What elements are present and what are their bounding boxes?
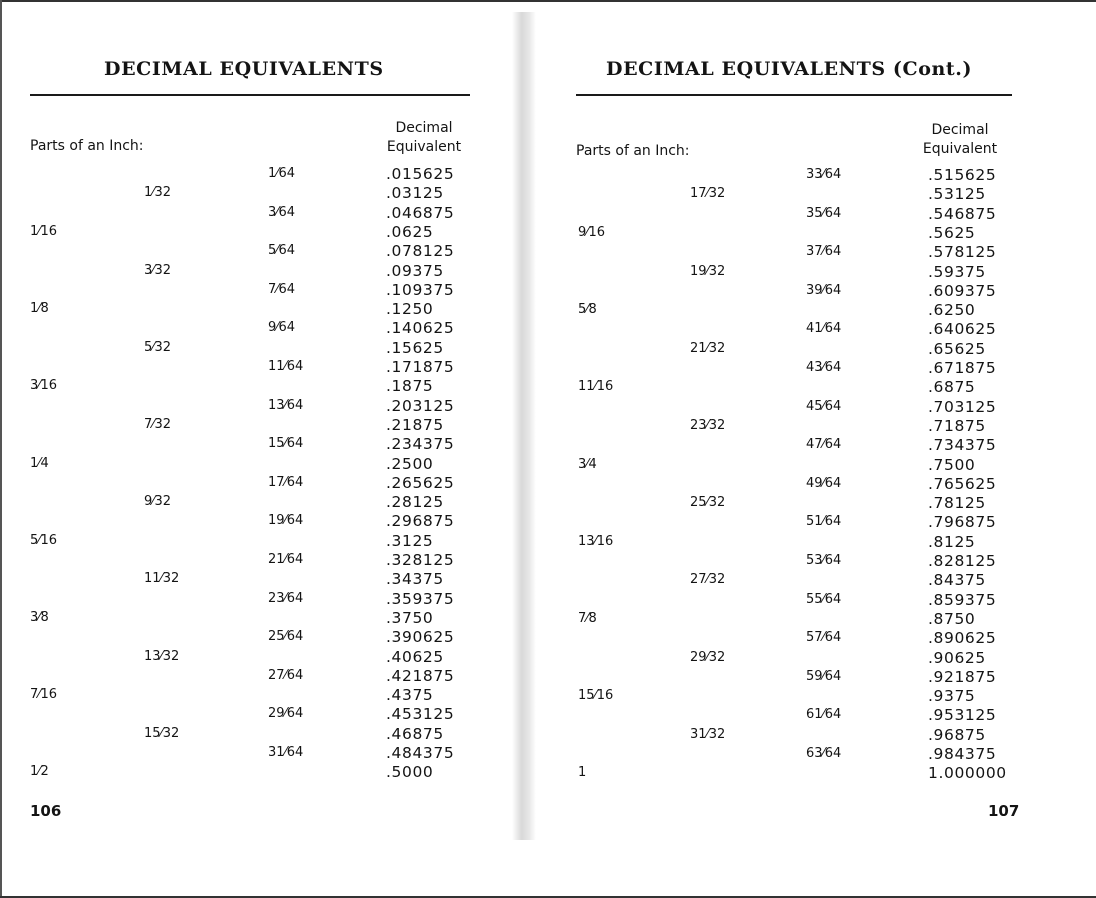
fraction-value: 57⁄64 bbox=[806, 630, 842, 646]
fraction-value: 25⁄32 bbox=[690, 495, 726, 511]
parts-label: Parts of an Inch: bbox=[30, 138, 144, 154]
decimal-header-line2: Equivalent bbox=[386, 139, 462, 155]
decimal-value: .515625 bbox=[928, 166, 997, 184]
fraction-value: 3⁄8 bbox=[30, 609, 49, 625]
fraction-value: 7⁄32 bbox=[144, 416, 171, 432]
fraction-value: 9⁄16 bbox=[578, 224, 605, 240]
fraction-value: 15⁄32 bbox=[144, 725, 180, 741]
decimal-value: .59375 bbox=[928, 262, 986, 281]
fraction-value: 61⁄64 bbox=[806, 707, 842, 723]
decimal-value: .7500 bbox=[928, 455, 976, 474]
fraction-value: 1⁄16 bbox=[30, 223, 57, 239]
fraction-value: 17⁄64 bbox=[268, 474, 304, 490]
decimal-header-line1: Decimal bbox=[931, 122, 989, 138]
decimal-value: .90625 bbox=[928, 648, 986, 667]
decimal-value: .203125 bbox=[386, 396, 455, 415]
fraction-value: 63⁄64 bbox=[806, 746, 842, 761]
decimal-value: .984375 bbox=[928, 745, 997, 763]
page-number: 107 bbox=[988, 802, 1020, 820]
fraction-value: 49⁄64 bbox=[806, 475, 842, 491]
decimal-value: .171875 bbox=[386, 358, 455, 376]
decimal-value: .3125 bbox=[386, 531, 434, 550]
decimal-value: .78125 bbox=[928, 494, 986, 513]
fraction-value: 23⁄32 bbox=[690, 417, 726, 433]
decimal-value: .8750 bbox=[928, 609, 976, 628]
fraction-value: 45⁄64 bbox=[806, 398, 842, 414]
left-page bbox=[0, 0, 512, 898]
fraction-value: 19⁄64 bbox=[268, 513, 304, 529]
fraction-value: 29⁄32 bbox=[690, 649, 726, 665]
page-number: 106 bbox=[30, 802, 62, 820]
fraction-value: 27⁄32 bbox=[690, 572, 726, 588]
decimal-value: .0625 bbox=[386, 222, 434, 241]
fraction-value: 3⁄32 bbox=[144, 262, 171, 278]
decimal-value: .140625 bbox=[386, 319, 455, 338]
fraction-value: 9⁄32 bbox=[144, 494, 171, 510]
decimal-value: .546875 bbox=[928, 204, 997, 223]
decimal-value: .34375 bbox=[386, 570, 444, 589]
decimal-value: .765625 bbox=[928, 474, 997, 493]
fraction-value: 35⁄64 bbox=[806, 205, 842, 221]
fraction-value: 11⁄32 bbox=[144, 571, 180, 587]
decimal-value: .671875 bbox=[928, 359, 997, 377]
decimal-value: .03125 bbox=[386, 184, 444, 203]
fraction-value: 33⁄64 bbox=[806, 167, 842, 182]
decimal-value: .890625 bbox=[928, 629, 997, 648]
decimal-value: .1875 bbox=[386, 377, 434, 396]
decimal-value: .6875 bbox=[928, 378, 976, 397]
fraction-value: 15⁄16 bbox=[578, 688, 614, 704]
book-gutter bbox=[512, 12, 536, 840]
decimal-value: .109375 bbox=[386, 280, 455, 299]
fraction-value: 27⁄64 bbox=[268, 667, 304, 683]
fraction-value: 3⁄4 bbox=[578, 456, 597, 472]
decimal-header bbox=[384, 119, 464, 157]
fraction-value: 13⁄32 bbox=[144, 648, 180, 664]
page-title: DECIMAL EQUIVALENTS bbox=[104, 58, 384, 80]
decimal-value: .15625 bbox=[386, 338, 444, 357]
fraction-value: 39⁄64 bbox=[806, 282, 842, 298]
decimal-value: .015625 bbox=[386, 165, 455, 183]
fraction-value: 13⁄64 bbox=[268, 397, 304, 413]
right-page bbox=[536, 0, 1096, 898]
decimal-value: .5625 bbox=[928, 223, 976, 242]
fraction-value: 1⁄2 bbox=[30, 764, 49, 780]
decimal-value: .796875 bbox=[928, 513, 997, 532]
fraction-value: 11⁄64 bbox=[268, 359, 304, 374]
fraction-value: 7⁄16 bbox=[30, 687, 57, 703]
decimal-value: .359375 bbox=[386, 589, 455, 608]
fraction-value: 23⁄64 bbox=[268, 590, 304, 606]
decimal-value: .703125 bbox=[928, 397, 997, 416]
title-rule bbox=[576, 94, 1012, 96]
decimal-value: .53125 bbox=[928, 185, 986, 204]
decimal-value: .9375 bbox=[928, 687, 976, 706]
decimal-value: .8125 bbox=[928, 532, 976, 551]
fraction-value: 21⁄32 bbox=[690, 340, 726, 356]
decimal-value: .078125 bbox=[386, 242, 455, 261]
decimal-value: .40625 bbox=[386, 647, 444, 666]
decimal-value: .6250 bbox=[928, 301, 976, 320]
fraction-value: 7⁄8 bbox=[578, 610, 597, 626]
decimal-header-line2: Equivalent bbox=[922, 141, 998, 157]
parts-label: Parts of an Inch: bbox=[576, 143, 690, 159]
fraction-value: 9⁄64 bbox=[268, 320, 295, 336]
decimal-value: .4375 bbox=[386, 686, 434, 705]
decimal-value: .484375 bbox=[386, 744, 455, 762]
decimal-value: .2500 bbox=[386, 454, 434, 473]
decimal-value: .046875 bbox=[386, 203, 455, 222]
decimal-value: .296875 bbox=[386, 512, 455, 531]
fraction-value: 21⁄64 bbox=[268, 552, 304, 567]
fraction-value: 1⁄64 bbox=[268, 166, 295, 181]
decimal-value: .1250 bbox=[386, 300, 434, 319]
decimal-value: .96875 bbox=[928, 725, 986, 744]
decimal-value: .09375 bbox=[386, 261, 444, 280]
title-rule bbox=[30, 94, 470, 96]
fraction-value: 51⁄64 bbox=[806, 514, 842, 530]
fraction-value: 5⁄8 bbox=[578, 302, 597, 318]
decimal-value: .28125 bbox=[386, 493, 444, 512]
fraction-value: 41⁄64 bbox=[806, 321, 842, 337]
decimal-header bbox=[920, 121, 1000, 159]
decimal-header-line1: Decimal bbox=[395, 120, 453, 136]
decimal-value: .21875 bbox=[386, 415, 444, 434]
decimal-value: .84375 bbox=[928, 571, 986, 590]
decimal-value: .234375 bbox=[386, 435, 455, 454]
fraction-value: 37⁄64 bbox=[806, 244, 842, 260]
decimal-value: .828125 bbox=[928, 552, 997, 570]
decimal-value: .265625 bbox=[386, 473, 455, 492]
decimal-value: .5000 bbox=[386, 763, 434, 782]
fraction-value: 25⁄64 bbox=[268, 629, 304, 645]
fraction-value: 1⁄4 bbox=[30, 455, 49, 471]
decimal-value: .859375 bbox=[928, 590, 997, 609]
fraction-value: 3⁄16 bbox=[30, 378, 57, 394]
fraction-value: 13⁄16 bbox=[578, 533, 614, 549]
decimal-value: .640625 bbox=[928, 320, 997, 339]
decimal-value: .609375 bbox=[928, 281, 997, 300]
fraction-value: 5⁄64 bbox=[268, 243, 295, 259]
decimal-value: .453125 bbox=[386, 705, 455, 724]
fraction-value: 59⁄64 bbox=[806, 668, 842, 684]
fraction-value: 43⁄64 bbox=[806, 360, 842, 375]
fraction-value: 29⁄64 bbox=[268, 706, 304, 722]
decimal-value: .421875 bbox=[386, 666, 455, 685]
fraction-value: 1 bbox=[578, 765, 587, 781]
fraction-value: 7⁄64 bbox=[268, 281, 295, 297]
decimal-value: .65625 bbox=[928, 339, 986, 358]
fraction-value: 1⁄8 bbox=[30, 301, 49, 317]
decimal-value: .578125 bbox=[928, 243, 997, 262]
fraction-value: 47⁄64 bbox=[806, 437, 842, 453]
fraction-value: 55⁄64 bbox=[806, 591, 842, 607]
fraction-value: 11⁄16 bbox=[578, 379, 614, 395]
fraction-value: 53⁄64 bbox=[806, 553, 842, 568]
decimal-value: .953125 bbox=[928, 706, 997, 725]
fraction-value: 15⁄64 bbox=[268, 436, 304, 452]
decimal-value: .46875 bbox=[386, 724, 444, 743]
decimal-value: 1.000000 bbox=[928, 764, 1007, 783]
fraction-value: 31⁄64 bbox=[268, 745, 304, 760]
decimal-value: .71875 bbox=[928, 416, 986, 435]
decimal-value: .734375 bbox=[928, 436, 997, 455]
decimal-value: .921875 bbox=[928, 667, 997, 686]
fraction-value: 31⁄32 bbox=[690, 726, 726, 742]
page-title: DECIMAL EQUIVALENTS (Cont.) bbox=[606, 58, 973, 80]
fraction-value: 5⁄32 bbox=[144, 339, 171, 355]
fraction-value: 3⁄64 bbox=[268, 204, 295, 220]
decimal-value: .328125 bbox=[386, 551, 455, 569]
fraction-value: 1⁄32 bbox=[144, 185, 171, 201]
fraction-value: 5⁄16 bbox=[30, 532, 57, 548]
decimal-value: .3750 bbox=[386, 608, 434, 627]
decimal-value: .390625 bbox=[386, 628, 455, 647]
fraction-value: 17⁄32 bbox=[690, 186, 726, 202]
fraction-value: 19⁄32 bbox=[690, 263, 726, 279]
